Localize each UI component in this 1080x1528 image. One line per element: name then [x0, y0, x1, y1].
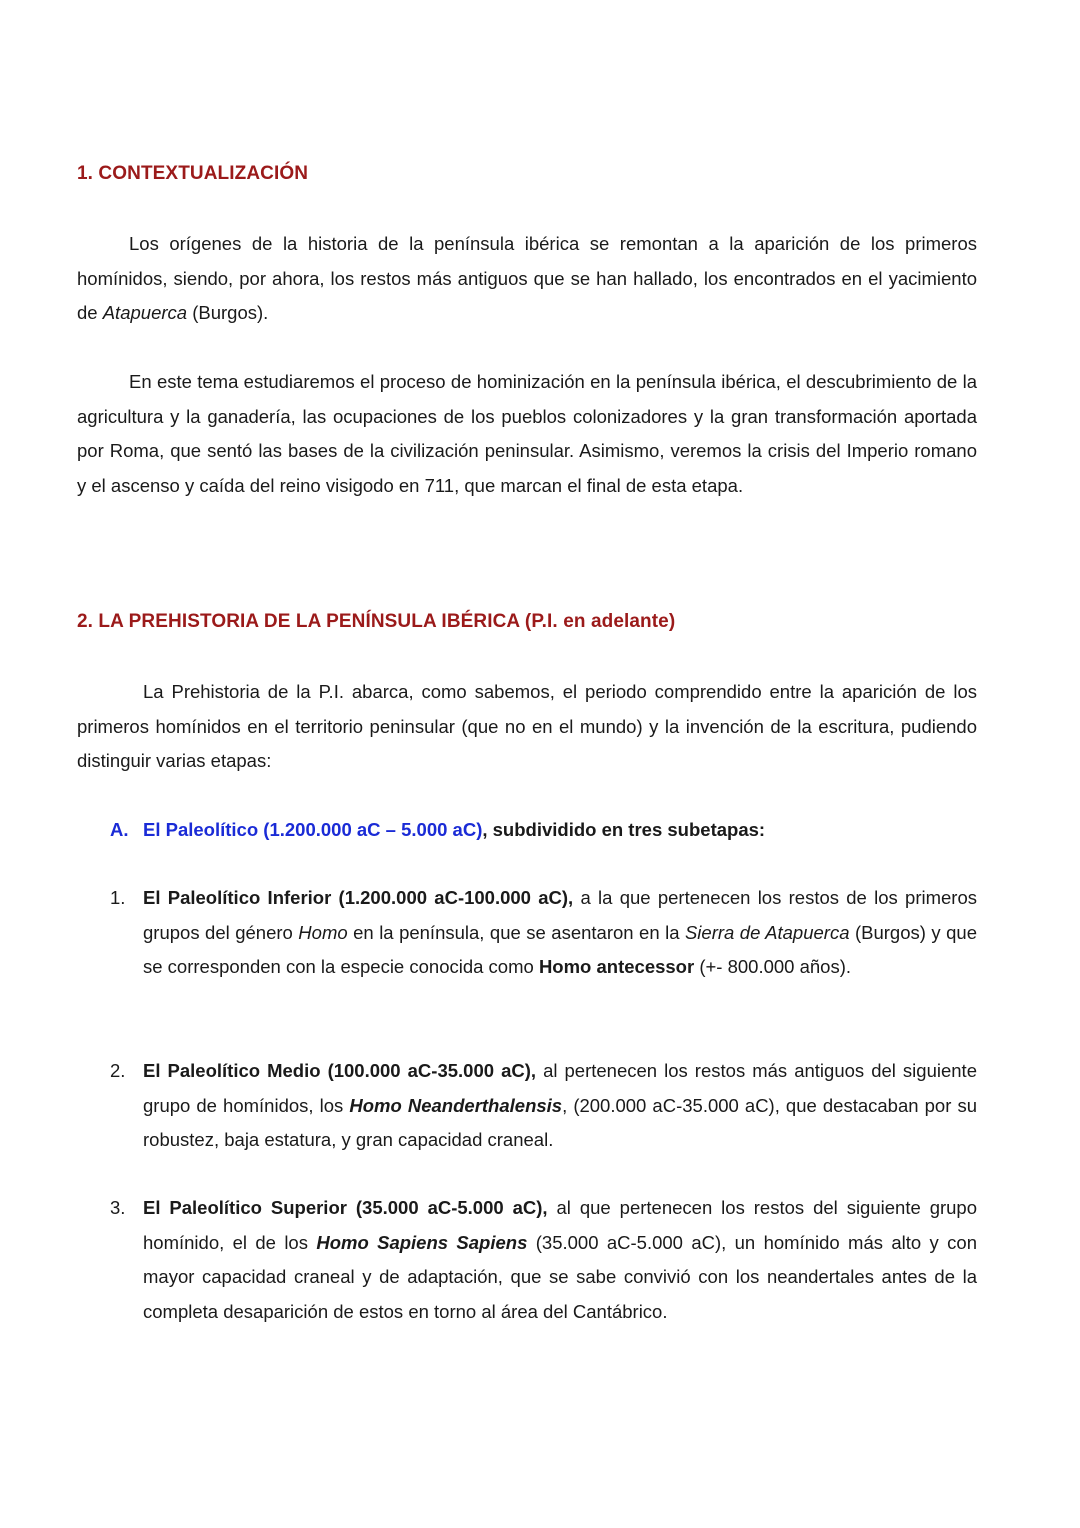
subsection-title: El Paleolítico (1.200.000 aC – 5.000 aC)	[143, 819, 483, 840]
text: En este tema estudiaremos el proceso de hominización en la península ibérica, el descubrimiento de la agricultura y la ganadería, las ocupaciones de los pueblos colonizadores y la gran transformación aportada por Roma, que sentó las bases de la civilización peninsular. Asimismo, veremos la crisis del Imperio romano y el ascenso y caída del reino visigodo en 711, que marcan el final de esta etapa.	[77, 371, 977, 496]
bold-text: Homo antecessor	[538, 956, 695, 977]
text: Los orígenes de la historia de la península ibérica se remontan a la aparición de los primeros homínidos, siendo, por ahora, los restos más antiguos que se han hallado, los encontrados en el yacimiento de	[77, 233, 977, 323]
bold-italic-text: Homo Neanderthalensis	[349, 1094, 563, 1116]
list-number: 1.	[110, 887, 126, 908]
list-item	[110, 1191, 977, 1329]
list-item-body	[143, 1054, 977, 1158]
italic-text: Homo	[298, 921, 348, 943]
section-1-heading: 1. CONTEXTUALIZACIÓN	[77, 163, 309, 184]
list-number: 2.	[110, 1060, 126, 1081]
text: al que pertenecen los restos del siguiente grupo homínido, el de los	[143, 1197, 978, 1253]
text: (Burgos).	[187, 302, 269, 323]
section-2-heading: 2. LA PREHISTORIA DE LA PENÍNSULA IBÉRICA (P.I. en adelante)	[77, 611, 676, 632]
text: , (200.000 aC-35.000 aC), que destacaban por su robustez, baja estatura, y gran capacidad craneal.	[143, 1094, 977, 1150]
list-number: 3.	[110, 1197, 126, 1218]
text: La Prehistoria de la P.I. abarca, como sabemos, el periodo comprendido entre la aparición de los primeros homínidos en el territorio peninsular (que no en el mundo) y la invención de la escritura, pudiendo distinguir varias etapas:	[77, 681, 977, 771]
list-item	[110, 1054, 977, 1158]
text: al pertenecen los restos más antiguos del siguiente grupo de homínidos, los	[143, 1060, 977, 1116]
italic-text: Atapuerca	[102, 302, 188, 323]
subsection-subtitle: , subdividido en tres subetapas:	[482, 819, 766, 840]
section-2-paragraph-1	[77, 675, 977, 779]
list-item	[110, 881, 977, 985]
list-item-body	[143, 1191, 977, 1329]
text: a la que pertenecen los restos de los primeros grupos del género	[143, 887, 977, 943]
text: (35.000 aC-5.000 aC), un homínido más alto y con mayor capacidad craneal y de adaptación, que se sabe convivió con los neandertales antes de la completa desaparición de estos en torno al área del Cantábrico.	[143, 1231, 977, 1322]
list-letter: A.	[110, 819, 129, 840]
italic-text: Sierra de Atapuerca	[684, 921, 850, 943]
bold-text: El Paleolítico Superior (35.000 aC-5.000 aC),	[143, 1197, 548, 1218]
text: en la península, que se asentaron en la	[347, 921, 685, 943]
bold-text: El Paleolítico Medio (100.000 aC-35.000 aC),	[143, 1060, 537, 1081]
bold-text: El Paleolítico Inferior (1.200.000 aC-100.000 aC),	[143, 887, 574, 908]
subsection-a-heading	[110, 819, 765, 841]
section-1-paragraph-2	[77, 365, 977, 503]
text: (Burgos) y que se corresponden con la especie conocida como	[143, 921, 977, 977]
section-1-paragraph-1	[77, 227, 977, 331]
bold-italic-text: Homo Sapiens Sapiens	[316, 1231, 528, 1253]
text: (+- 800.000 años).	[694, 956, 852, 977]
list-item-body	[143, 881, 977, 985]
